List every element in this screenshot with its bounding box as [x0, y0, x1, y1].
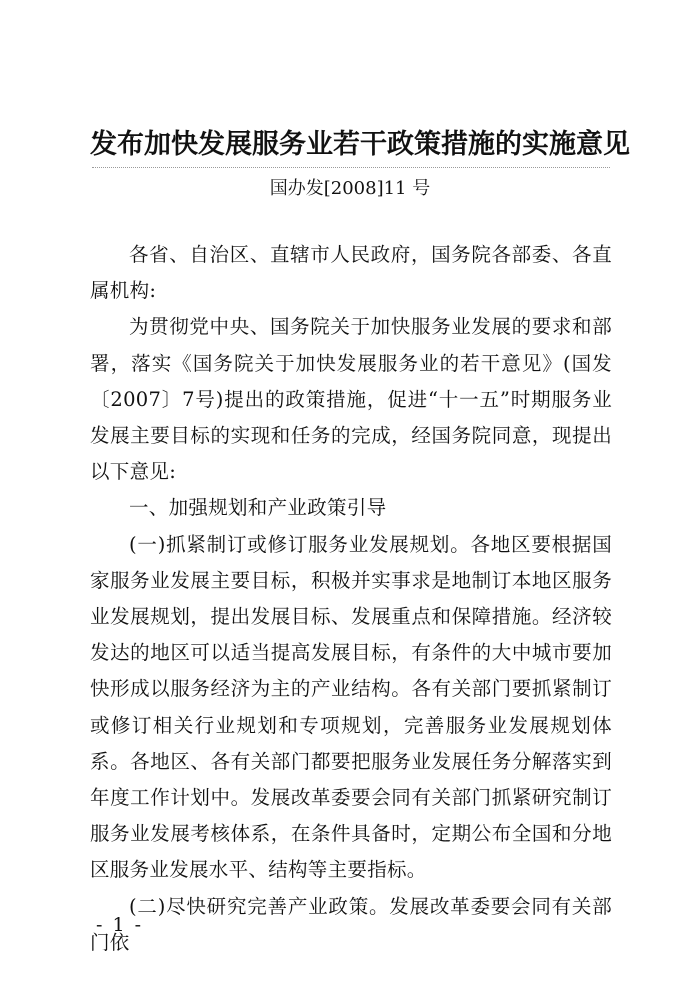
clause-paragraph-1: (一)抓紧制订或修订服务业发展规划。各地区要根据国家服务业发展主要目标，积极并实事求是地制订本地区服务业发展规划，提出发展目标、发展重点和保障措施。经济较发达的地区可以适当提高发展目标，有条件的大中城市要加快形成以服务经济为主的产业结构。各有关部门要抓紧制订或修订相关行业规划和专项规划，完善服务业发展规划体系。各地区、各有关部门都要把服务业发展任务分解落实到年度工作计划中。发展改革委要会同有关部门抓紧研究制订服务业发展考核体系，在条件具备时，定期公布全国和分地区服务业发展水平、结构等主要指标。	[90, 532, 612, 882]
intro-paragraph: 为贯彻党中央、国务院关于加快服务业发展的要求和部署，落实《国务院关于加快发展服务业的若干意见》(国发〔2007〕7号)提出的政策措施，促进“十一五”时期服务业发展主要目标的实现和任务的完成，经国务院同意，现提出以下意见:	[90, 315, 612, 484]
title-divider	[92, 167, 610, 168]
page-number: - 1 -	[96, 914, 144, 936]
clause-paragraph-2: (二)尽快研究完善产业政策。发展改革委要会同有关部门依	[90, 894, 612, 954]
document-number: 国办发[2008]11 号	[269, 178, 431, 199]
document-body	[90, 237, 612, 961]
document-title: 发布加快发展服务业若干政策措施的实施意见	[90, 129, 630, 160]
section-heading: 一、加强规划和产业政策引导	[129, 496, 387, 520]
salutation-paragraph: 各省、自治区、直辖市人民政府，国务院各部委、各直属机构:	[90, 243, 612, 303]
